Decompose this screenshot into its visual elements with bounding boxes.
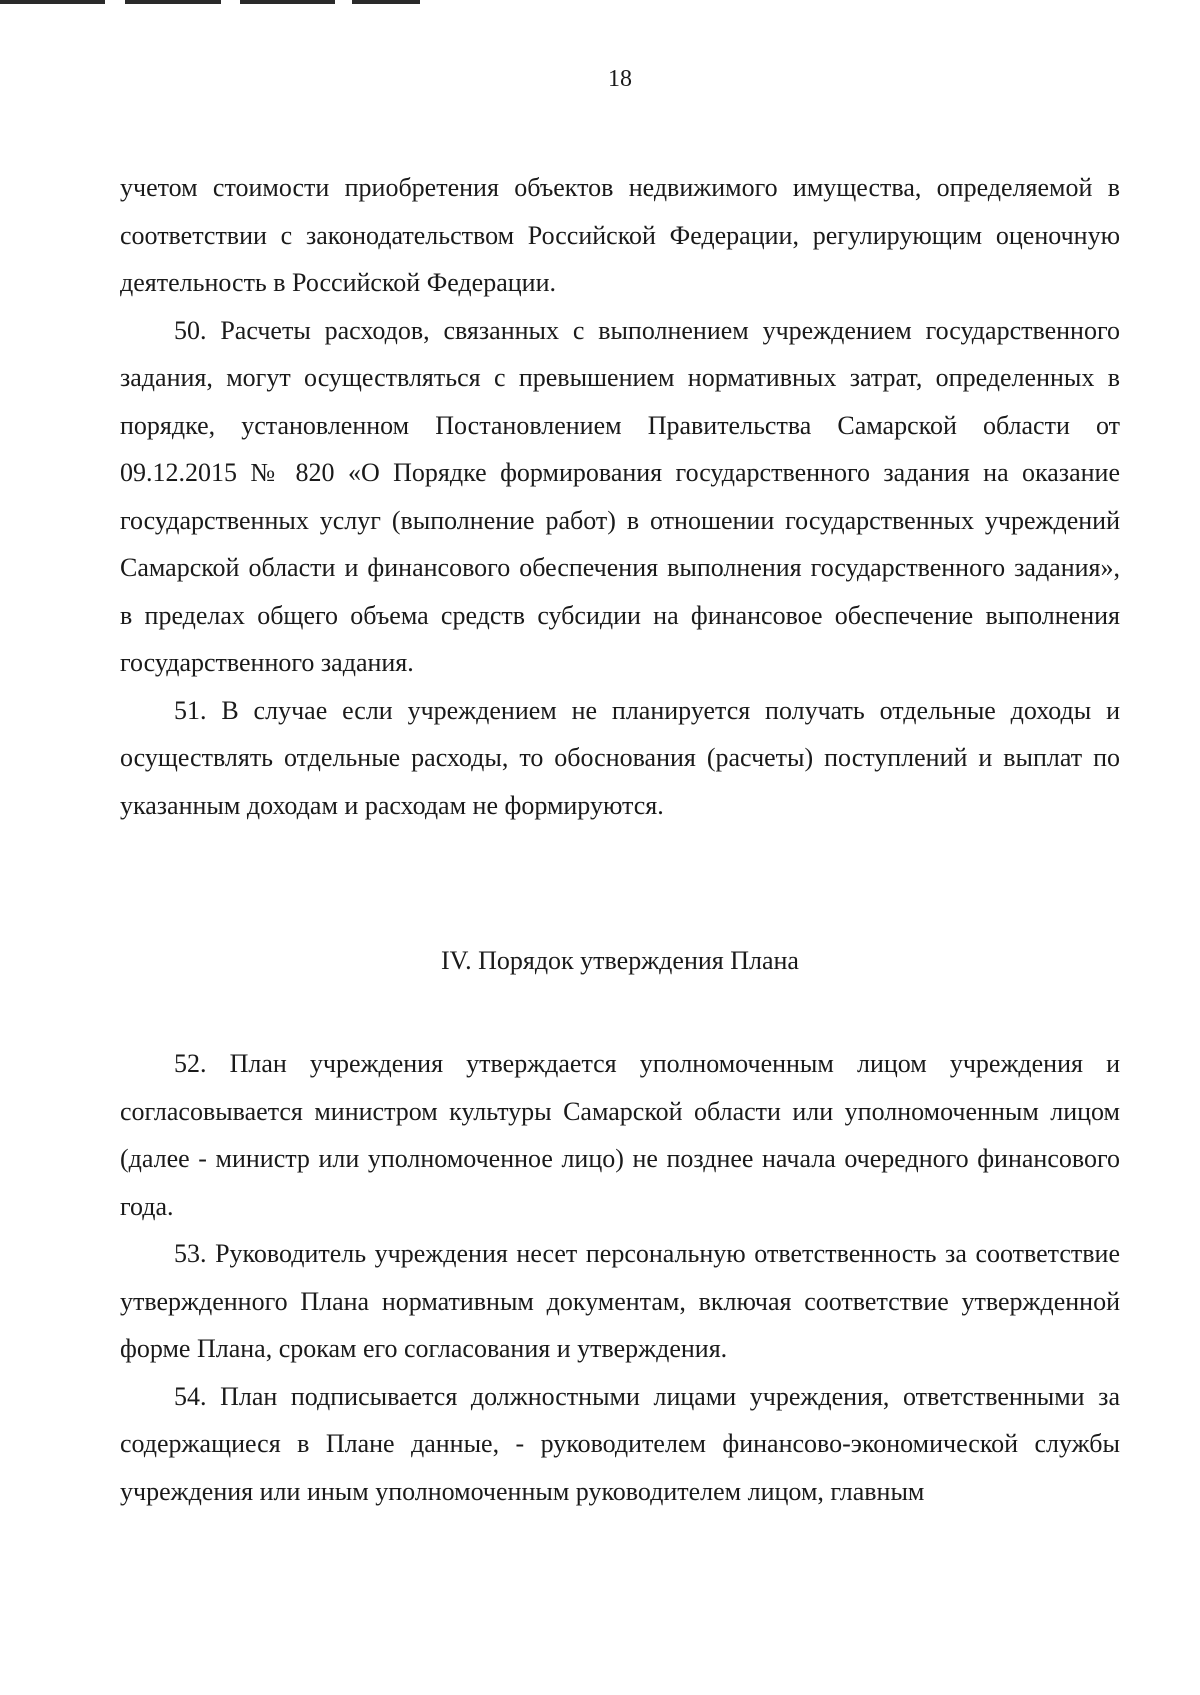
paragraph: 53. Руководитель учреждения несет персональную ответственность за соответствие утвержденного Плана нормативным документам, включая соответствие утвержденной форме Плана, срокам его согласования и утверждения.	[120, 1239, 1120, 1363]
paragraph: 54. План подписывается должностными лицами учреждения, ответственными за содержащиеся в Плане данные, - руководителем финансово-экономической службы учреждения или иным уполномоченным руководителем лицом, главным	[120, 1381, 1120, 1506]
scan-edge-mark	[352, 0, 420, 4]
paragraphs-after-section	[120, 1040, 1120, 1515]
scan-edge-mark	[125, 0, 221, 4]
scan-edge-mark	[0, 0, 105, 4]
paragraph: 50. Расчеты расходов, связанных с выполнением учреждением государственного задания, могут осуществляться с превышением нормативных затрат, определенных в порядке, установленном Постановлением Правительства Самарской области от 09.12.2015 № 820 «О Порядке формирования государственного задания на оказание государственных услуг (выполнение работ) в отношении государственных учреждений Самарской области и финансового обеспечения выполнения государственного задания», в пределах общего объема средств субсидии на финансовое обеспечение выполнения государственного задания.	[120, 315, 1120, 677]
paragraph: 51. В случае если учреждением не планируется получать отдельные доходы и осуществлять отдельные расходы, то обоснования (расчеты) поступлений и выплат по указанным доходам и расходам не формируются.	[120, 695, 1120, 820]
paragraph: 52. План учреждения утверждается уполномоченным лицом учреждения и согласовывается министром культуры Самарской области или уполномоченным лицом (далее - министр или уполномоченное лицо) не позднее начала очередного финансового года.	[120, 1049, 1120, 1221]
section-heading: IV. Порядок утверждения Плана	[441, 946, 799, 975]
page-number: 18	[608, 66, 632, 92]
paragraph: учетом стоимости приобретения объектов недвижимого имущества, определяемой в соответствии с законодательством Российской Федерации, регулирующим оценочную деятельность в Российской Федерации.	[120, 173, 1120, 297]
paragraphs-before-section	[120, 164, 1120, 829]
scan-edge-mark	[240, 0, 335, 4]
